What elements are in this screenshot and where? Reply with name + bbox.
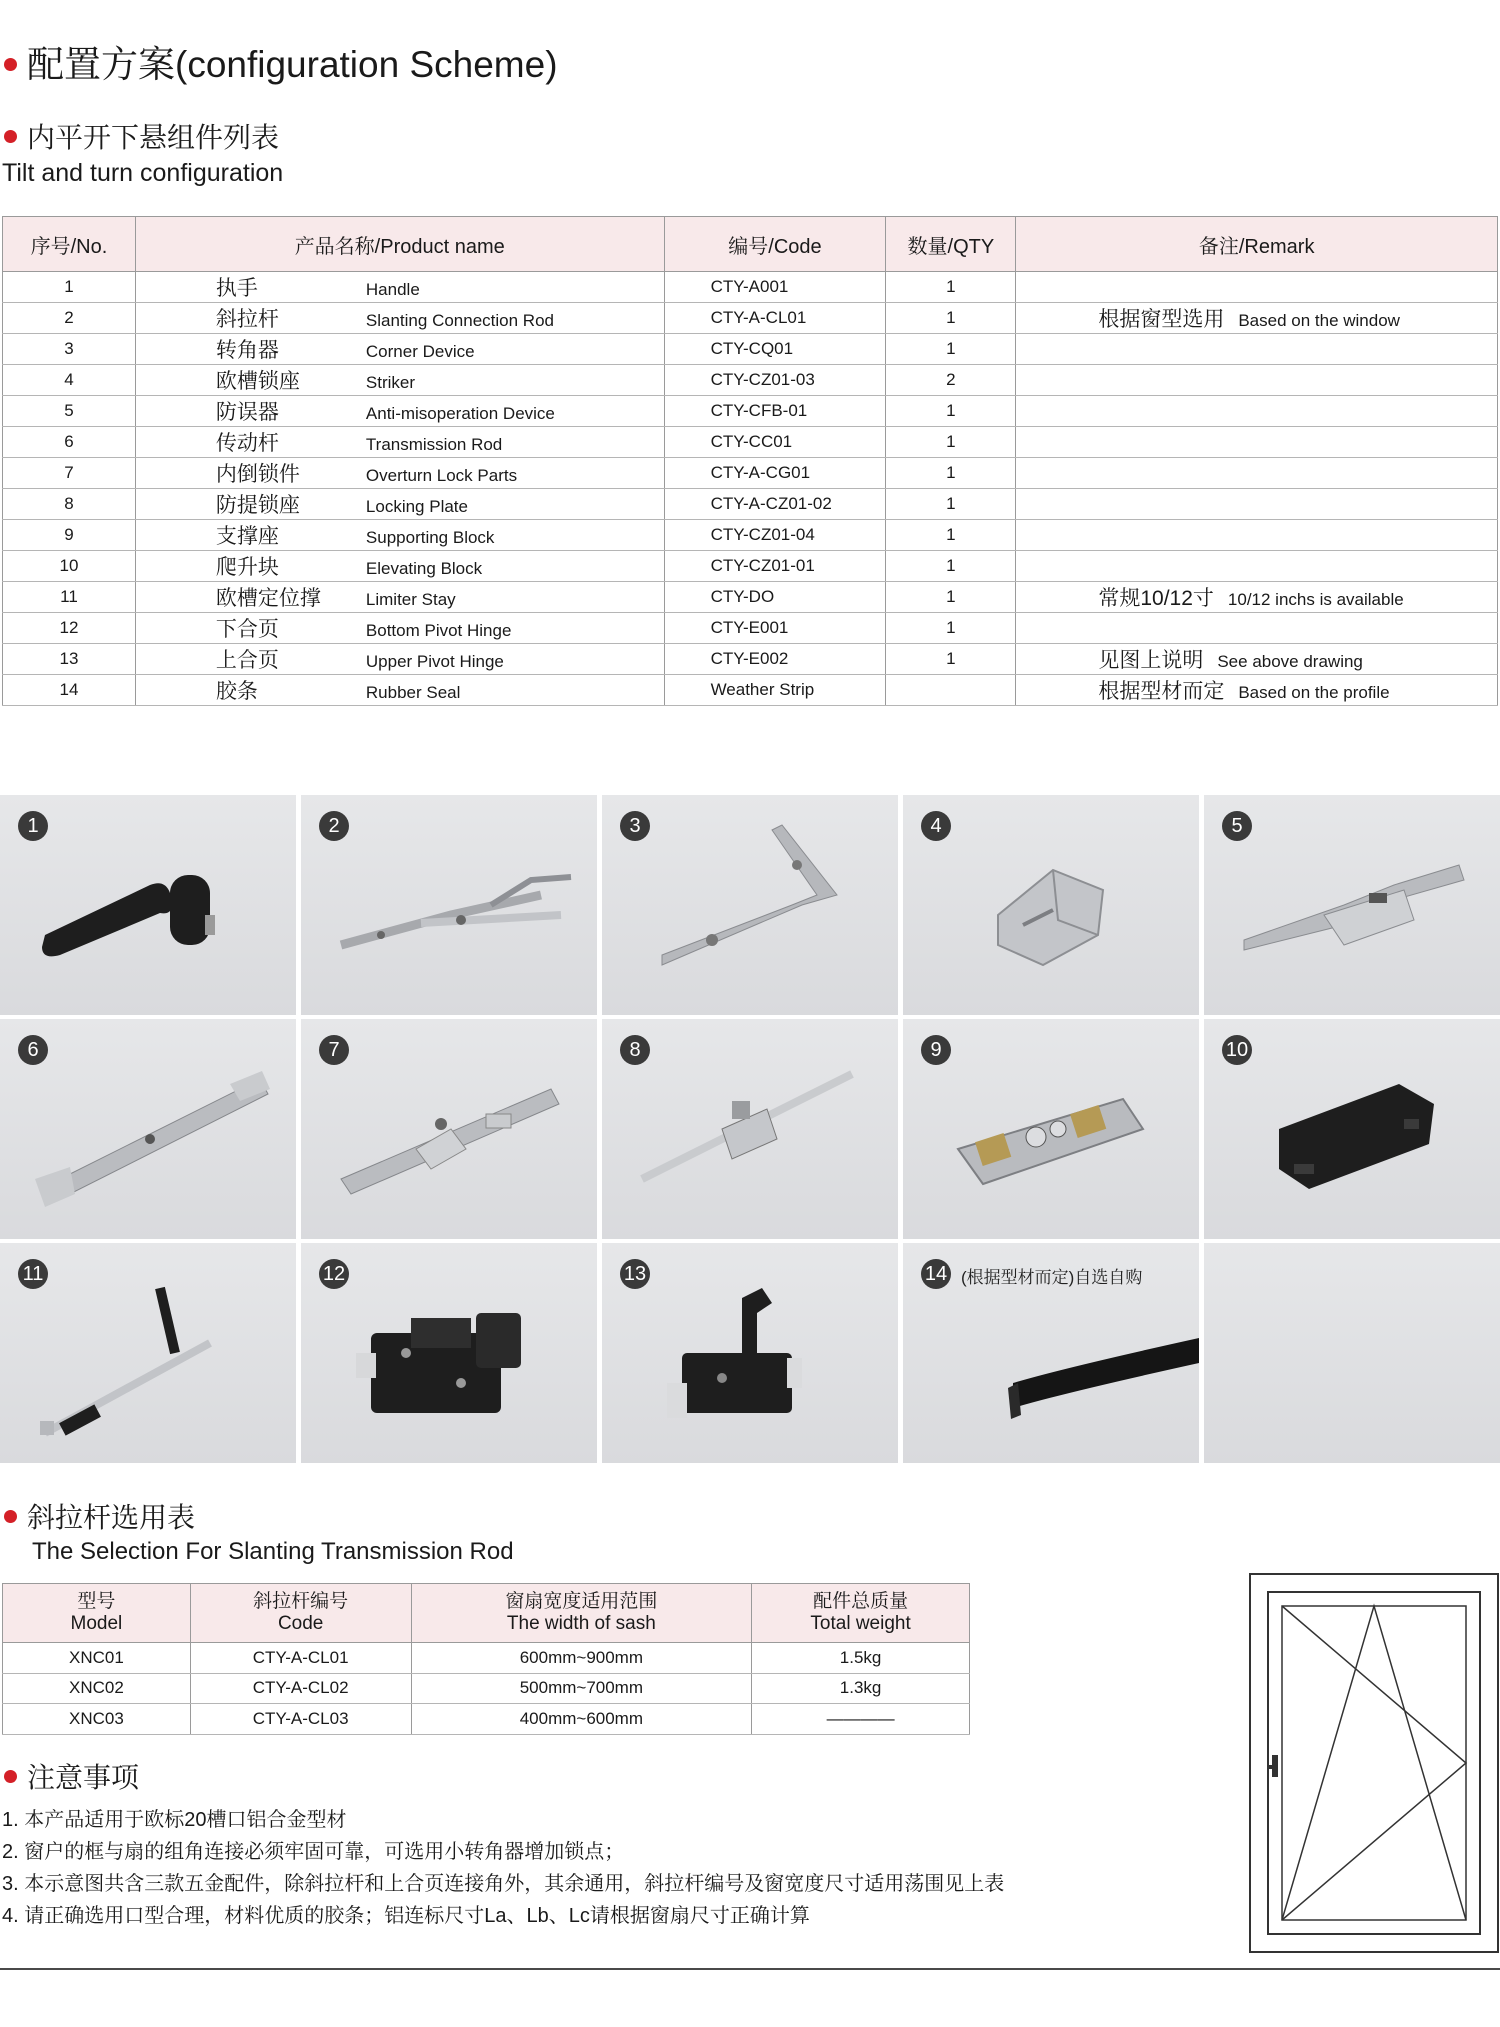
col-header-model: 型号 Model	[3, 1584, 191, 1643]
product-name-cn: 欧槽定位撑	[215, 587, 321, 610]
quantity: 1	[886, 613, 1016, 644]
quantity	[886, 675, 1016, 706]
remark	[1016, 334, 1498, 365]
product-tile	[903, 1019, 1199, 1239]
item-number-badge: 12	[319, 1259, 349, 1289]
product-tile	[903, 795, 1199, 1015]
item-number-badge: 3	[620, 811, 650, 841]
product-name-cn: 支撑座	[215, 525, 279, 548]
quantity: 1	[886, 427, 1016, 458]
list-item: 4. 请正确选用口型合理，材料优质的胶条；铝连标尺寸La、Lb、Lc请根据窗扇尺寸正确计算	[2, 1905, 810, 1927]
remark-en: Based on the window	[1238, 311, 1400, 330]
product-gallery	[0, 795, 1500, 1465]
product-tile	[602, 795, 898, 1015]
product-tile	[0, 1019, 296, 1239]
product-name-en: Transmission Rod	[365, 435, 503, 454]
weight-cell: 1.3kg	[752, 1673, 970, 1704]
row-number: 9	[3, 520, 136, 551]
col-header-code: 编号/Code	[664, 217, 886, 272]
product-name-en: Corner Device	[365, 342, 475, 361]
product-name	[135, 427, 664, 458]
code-cell: CTY-A-CL03	[190, 1704, 411, 1735]
remark	[1016, 520, 1498, 551]
product-name-cn: 下合页	[215, 618, 279, 641]
table-row	[3, 489, 1498, 520]
col-header-name: 产品名称/Product name	[135, 217, 664, 272]
bullet-icon	[4, 58, 17, 71]
product-name-cn: 上合页	[215, 649, 279, 672]
table-row	[3, 1673, 970, 1704]
row-number: 12	[3, 613, 136, 644]
product-name-en: Upper Pivot Hinge	[365, 652, 504, 671]
remark	[1016, 675, 1498, 706]
model-cell: XNC03	[3, 1704, 191, 1735]
remark	[1016, 458, 1498, 489]
row-number: 5	[3, 396, 136, 427]
remark	[1016, 489, 1498, 520]
page-heading: 配置方案(configuration Scheme)	[4, 42, 558, 88]
product-name	[135, 675, 664, 706]
product-code: CTY-A-CL01	[664, 303, 886, 334]
remark-cn: 根据窗型选用	[1098, 308, 1225, 331]
table-row	[3, 272, 1498, 303]
table-row	[3, 613, 1498, 644]
product-name-en: Rubber Seal	[365, 683, 461, 702]
remark-cn: 见图上说明	[1098, 649, 1204, 672]
remark-cn: 根据型材而定	[1098, 680, 1225, 703]
row-number: 1	[3, 272, 136, 303]
col-header-code: 斜拉杆编号 Code	[190, 1584, 411, 1643]
bottom-divider	[0, 1968, 1500, 1970]
product-name	[135, 396, 664, 427]
row-number: 6	[3, 427, 136, 458]
list-item: 2. 窗户的框与扇的组角连接必须牢固可靠，可选用小转角器增加锁点；	[2, 1841, 625, 1863]
product-name-en: Supporting Block	[365, 528, 495, 547]
product-tile	[903, 1243, 1199, 1463]
product-name-en: Elevating Block	[365, 559, 483, 578]
product-tile	[602, 1243, 898, 1463]
product-name-en: Striker	[365, 373, 416, 392]
product-code: CTY-CZ01-01	[664, 551, 886, 582]
quantity: 1	[886, 520, 1016, 551]
code-cell: CTY-A-CL02	[190, 1673, 411, 1704]
product-name	[135, 520, 664, 551]
item-number-badge: 9	[921, 1035, 951, 1065]
remark	[1016, 365, 1498, 396]
table-row	[3, 334, 1498, 365]
col-header-weight: 配件总质量 Total weight	[752, 1584, 970, 1643]
product-tile	[602, 1019, 898, 1239]
row-number: 10	[3, 551, 136, 582]
product-tile	[301, 795, 597, 1015]
quantity: 2	[886, 365, 1016, 396]
row-number: 11	[3, 582, 136, 613]
product-code: CTY-E001	[664, 613, 886, 644]
product-tile	[1204, 1019, 1500, 1239]
product-name-cn: 传动杆	[215, 432, 279, 455]
product-name-en: Slanting Connection Rod	[365, 311, 554, 330]
product-name	[135, 334, 664, 365]
remark	[1016, 551, 1498, 582]
bullet-icon	[4, 1510, 17, 1523]
table-row	[3, 1704, 970, 1735]
row-number: 14	[3, 675, 136, 706]
list-item: 1. 本产品适用于欧标20槽口铝合金型材	[2, 1809, 347, 1831]
section-subtitle-config: Tilt and turn configuration	[2, 159, 284, 187]
product-name	[135, 489, 664, 520]
quantity: 1	[886, 458, 1016, 489]
table-row	[3, 675, 1498, 706]
product-name	[135, 365, 664, 396]
product-code: CTY-A001	[664, 272, 886, 303]
product-tile	[0, 795, 296, 1015]
remark	[1016, 644, 1498, 675]
row-number: 13	[3, 644, 136, 675]
product-name	[135, 582, 664, 613]
table-row	[3, 396, 1498, 427]
item-number-badge: 4	[921, 811, 951, 841]
quantity: 1	[886, 582, 1016, 613]
product-name	[135, 644, 664, 675]
row-number: 3	[3, 334, 136, 365]
item-number-badge: 8	[620, 1035, 650, 1065]
item-number-badge: 2	[319, 811, 349, 841]
remark	[1016, 582, 1498, 613]
product-name-cn: 防误器	[215, 401, 279, 424]
product-code: CTY-CC01	[664, 427, 886, 458]
quantity: 1	[886, 489, 1016, 520]
weight-cell: ————	[752, 1704, 970, 1735]
section-title-config: 内平开下悬组件列表	[4, 120, 279, 156]
rod-selection-table	[2, 1583, 970, 1735]
item-number-badge: 13	[620, 1259, 650, 1289]
config-table	[2, 216, 1498, 706]
section-title-notes: 注意事项	[4, 1760, 139, 1796]
product-tile	[301, 1019, 597, 1239]
product-name-cn: 执手	[215, 277, 258, 300]
product-name	[135, 613, 664, 644]
remark	[1016, 427, 1498, 458]
product-code: CTY-CZ01-03	[664, 365, 886, 396]
quantity: 1	[886, 334, 1016, 365]
bullet-icon	[4, 1770, 17, 1783]
product-name-en: Overturn Lock Parts	[365, 466, 518, 485]
product-name-cn: 斜拉杆	[215, 308, 279, 331]
product-tile	[1204, 795, 1500, 1015]
product-code: CTY-DO	[664, 582, 886, 613]
row-number: 8	[3, 489, 136, 520]
item-number-badge: 11	[18, 1259, 48, 1289]
quantity: 1	[886, 644, 1016, 675]
product-name-en: Bottom Pivot Hinge	[365, 621, 512, 640]
table-header-row	[3, 217, 1498, 272]
product-name	[135, 303, 664, 334]
product-code: CTY-CQ01	[664, 334, 886, 365]
remark	[1016, 396, 1498, 427]
quantity: 1	[886, 303, 1016, 334]
weight-cell: 1.5kg	[752, 1643, 970, 1674]
table-row	[3, 365, 1498, 396]
table-row	[3, 458, 1498, 489]
table-row	[3, 427, 1498, 458]
product-name-en: Limiter Stay	[365, 590, 456, 609]
window-diagram	[1248, 1572, 1500, 1954]
remark-en: 10/12 inchs is available	[1227, 590, 1404, 609]
product-name-cn: 爬升块	[215, 556, 279, 579]
product-tile	[0, 1243, 296, 1463]
quantity: 1	[886, 396, 1016, 427]
product-name-cn: 胶条	[215, 680, 258, 703]
item-number-badge: 6	[18, 1035, 48, 1065]
table-row	[3, 303, 1498, 334]
remark-en: See above drawing	[1217, 652, 1363, 671]
width-cell: 500mm~700mm	[411, 1673, 752, 1704]
product-name-en: Handle	[365, 280, 420, 299]
item-number-badge: 1	[18, 811, 48, 841]
remark	[1016, 303, 1498, 334]
code-cell: CTY-A-CL01	[190, 1643, 411, 1674]
col-header-qty: 数量/QTY	[886, 217, 1016, 272]
empty-tile	[1204, 1243, 1500, 1463]
col-header-width: 窗扇宽度适用范围 The width of sash	[411, 1584, 752, 1643]
model-cell: XNC02	[3, 1673, 191, 1704]
quantity: 1	[886, 272, 1016, 303]
product-code: CTY-CFB-01	[664, 396, 886, 427]
model-cell: XNC01	[3, 1643, 191, 1674]
product-code: CTY-A-CZ01-02	[664, 489, 886, 520]
quantity: 1	[886, 551, 1016, 582]
section-title-rod: 斜拉杆选用表	[4, 1500, 195, 1536]
remark-cn: 常规10/12寸	[1098, 587, 1214, 610]
item-number-badge: 7	[319, 1035, 349, 1065]
product-tile	[301, 1243, 597, 1463]
width-cell: 400mm~600mm	[411, 1704, 752, 1735]
product-code: CTY-CZ01-04	[664, 520, 886, 551]
item-number-badge: 5	[1222, 811, 1252, 841]
table-row	[3, 582, 1498, 613]
product-name	[135, 551, 664, 582]
section-subtitle-rod: The Selection For Slanting Transmission Rod	[32, 1538, 514, 1565]
remark	[1016, 272, 1498, 303]
row-number: 7	[3, 458, 136, 489]
table-row	[3, 1643, 970, 1674]
width-cell: 600mm~900mm	[411, 1643, 752, 1674]
col-header-no: 序号/No.	[3, 217, 136, 272]
row-number: 2	[3, 303, 136, 334]
product-name-en: Anti-misoperation Device	[365, 404, 555, 423]
product-code: CTY-E002	[664, 644, 886, 675]
product-code: CTY-A-CG01	[664, 458, 886, 489]
product-name-en: Locking Plate	[365, 497, 468, 516]
product-code: Weather Strip	[664, 675, 886, 706]
remark-en: Based on the profile	[1238, 683, 1390, 702]
notes-list	[2, 1804, 1004, 1932]
product-name-cn: 转角器	[215, 339, 279, 362]
item-number-badge: 10	[1222, 1035, 1252, 1065]
product-name	[135, 458, 664, 489]
col-header-remark: 备注/Remark	[1016, 217, 1498, 272]
remark	[1016, 613, 1498, 644]
product-name	[135, 272, 664, 303]
bullet-icon	[4, 130, 17, 143]
item-number-badge: 14	[921, 1259, 951, 1289]
product-name-cn: 防提锁座	[215, 494, 300, 517]
table-row	[3, 520, 1498, 551]
product-name-cn: 欧槽锁座	[215, 370, 300, 393]
table-row	[3, 644, 1498, 675]
list-item: 3. 本示意图共含三款五金配件，除斜拉杆和上合页连接角外，其余通用，斜拉杆编号及窗宽度尺寸适用荡围见上表	[2, 1873, 1005, 1895]
product-name-cn: 内倒锁件	[215, 463, 300, 486]
row-number: 4	[3, 365, 136, 396]
table-header-row	[3, 1584, 970, 1643]
table-row	[3, 551, 1498, 582]
item-note: (根据型材而定)自选自购	[961, 1268, 1143, 1287]
